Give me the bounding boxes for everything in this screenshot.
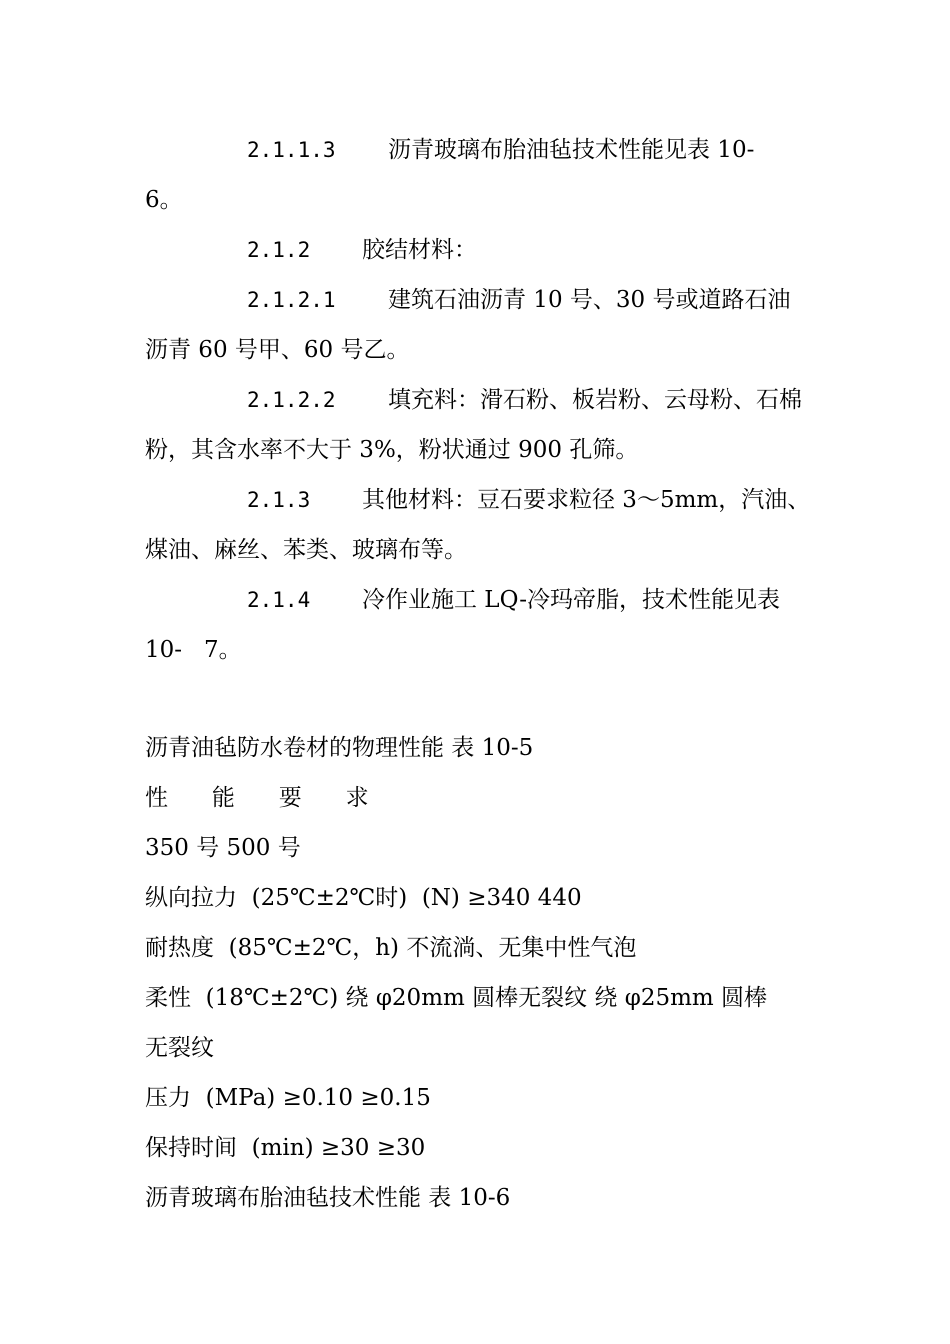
section-number: 2.1.4 (247, 588, 311, 612)
section-number: 2.1.2 (247, 238, 311, 262)
table-header: 性 能 要 求 (145, 785, 369, 811)
table-row: 柔性 (18℃±2℃) 绕 φ20mm 圆棒无裂纹 绕 φ25mm 圆棒 (145, 985, 768, 1011)
table-row: 保持时间 (min) ≥30 ≥30 (145, 1135, 426, 1161)
table-row: 耐热度 (85℃±2℃，h) 不流淌、无集中性气泡 (145, 935, 637, 961)
section-text-line: 胶结材料： (362, 237, 477, 263)
section-text-continuation: 沥青 60 号甲、60 号乙。 (145, 337, 410, 363)
section-text-continuation: 煤油、麻丝、苯类、玻璃布等。 (145, 537, 467, 563)
table-row: 350 号 500 号 (145, 835, 301, 861)
section-text-line: 建筑石油沥青 10 号、30 号或道路石油 (388, 287, 791, 313)
section-number: 2.1.2.1 (247, 288, 336, 312)
section-number: 2.1.1.3 (247, 138, 336, 162)
table-row: 压力 (MPa) ≥0.10 ≥0.15 (145, 1085, 431, 1111)
section-text-line: 沥青玻璃布胎油毡技术性能见表 10- (388, 137, 755, 163)
table-row: 纵向拉力 (25℃±2℃时) (N) ≥340 440 (145, 885, 582, 911)
section-number: 2.1.3 (247, 488, 311, 512)
table-title: 沥青玻璃布胎油毡技术性能 表 10-6 (145, 1185, 511, 1211)
section-text-continuation: 10- 7。 (145, 637, 242, 663)
section-number: 2.1.2.2 (247, 388, 336, 412)
table-title: 沥青油毡防水卷材的物理性能 表 10-5 (145, 735, 534, 761)
table-row: 无裂纹 (145, 1035, 214, 1061)
section-text-line: 填充料：滑石粉、板岩粉、云母粉、石棉 (388, 387, 802, 413)
section-text-continuation: 6。 (145, 187, 183, 213)
section-text-line: 其他材料：豆石要求粒径 3～5mm，汽油、 (362, 487, 811, 513)
section-text-continuation: 粉，其含水率不大于 3%，粉状通过 900 孔筛。 (145, 437, 639, 463)
section-text-line: 冷作业施工 LQ-冷玛帝脂，技术性能见表 (362, 587, 781, 613)
